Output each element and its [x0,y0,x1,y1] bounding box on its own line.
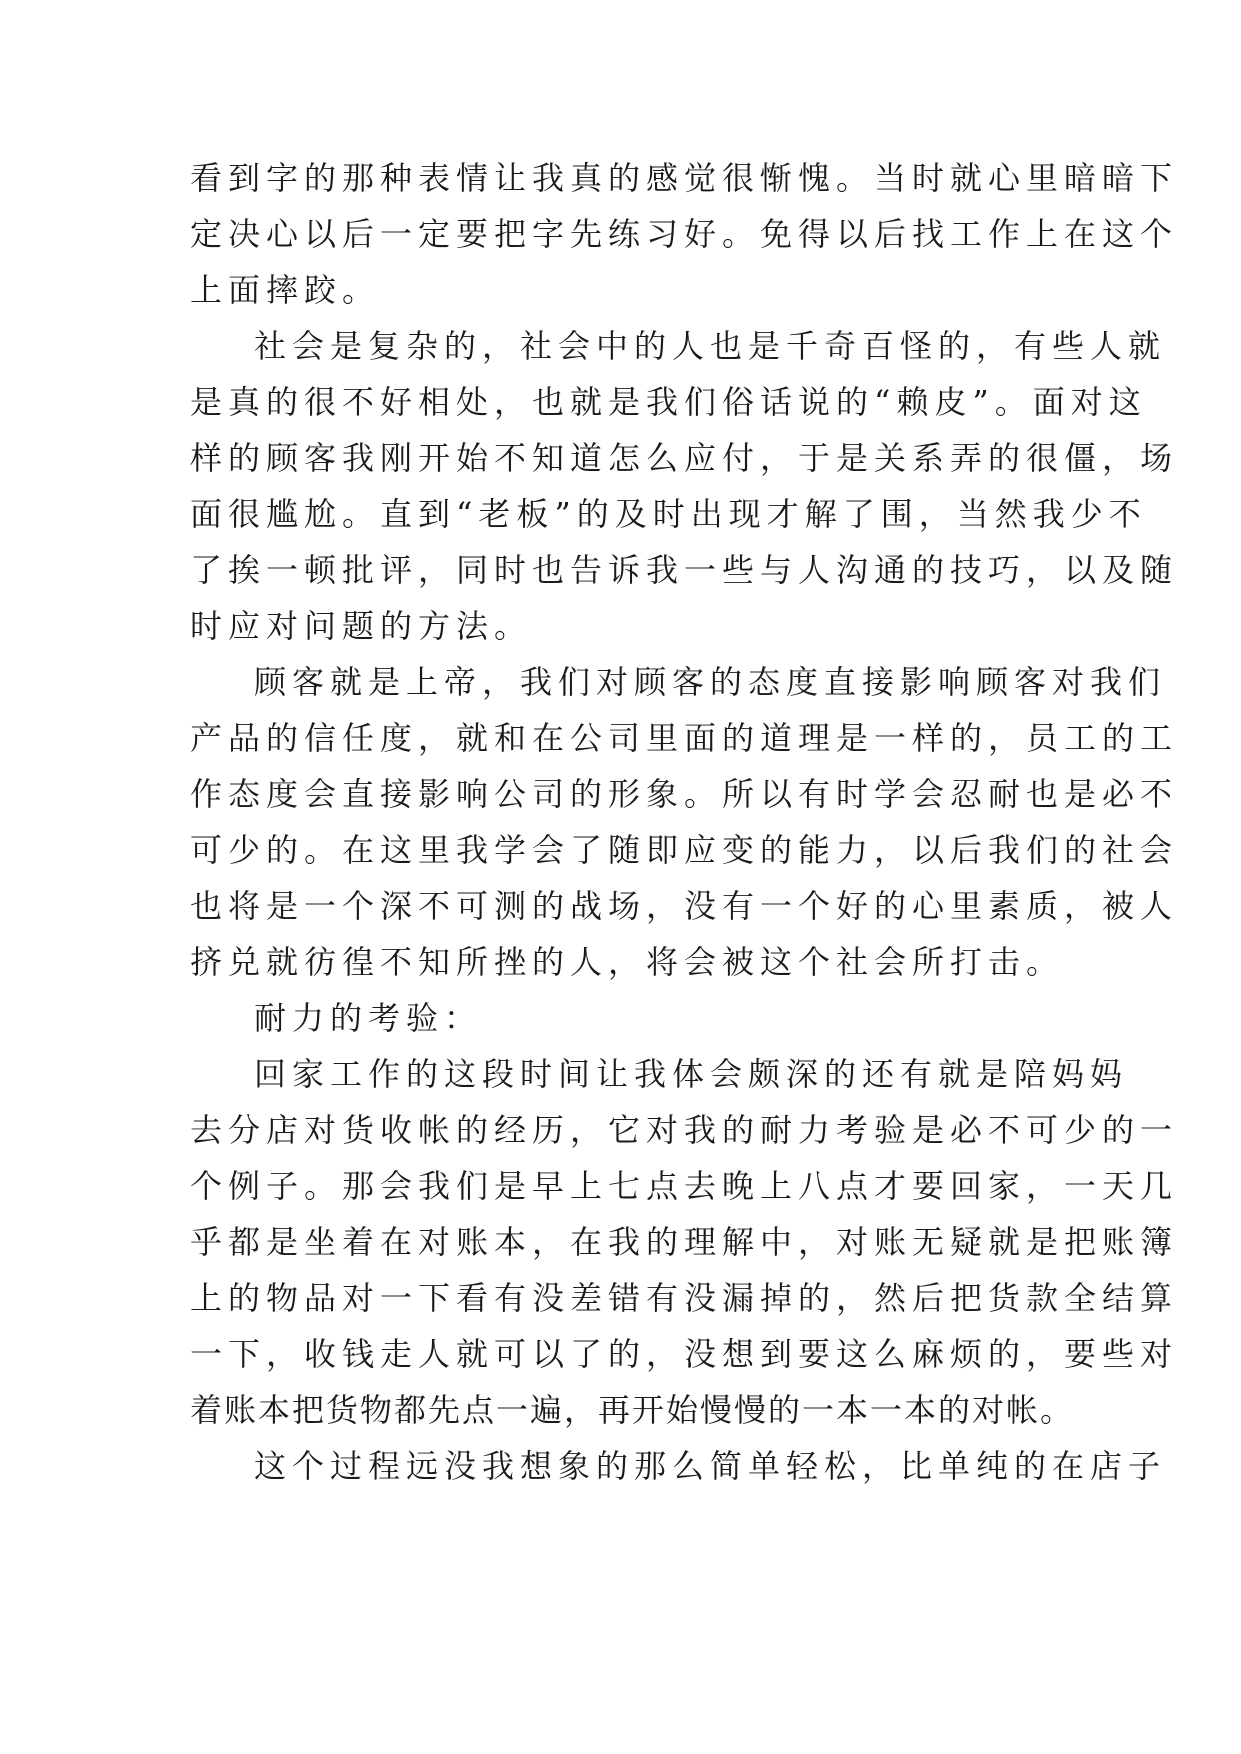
text-line-14: 也将是一个深不可测的战场，没有一个好的心里素质，被人 [190,887,1179,925]
text-line-12: 作态度会直接影响公司的形象。所以有时学会忍耐也是必不 [190,775,1179,813]
text-line-2: 定决心以后一定要把字先练习好。免得以后找工作上在这个 [190,215,1179,253]
text-line-9: 时应对问题的方法。 [190,607,533,645]
text-line-3: 上面摔跤。 [190,271,381,309]
text-line-20: 乎都是坐着在对账本，在我的理解中，对账无疑就是把账簿 [190,1223,1179,1261]
text-line-6: 样的顾客我刚开始不知道怎么应付，于是关系弄的很僵，场 [190,439,1179,477]
text-line-24: 这个过程远没我想象的那么简单轻松，比单纯的在店子 [254,1447,1167,1485]
text-line-19: 个例子。那会我们是早上七点去晚上八点才要回家，一天几 [190,1167,1179,1205]
text-line-8: 了挨一顿批评，同时也告诉我一些与人沟通的技巧，以及随 [190,551,1179,589]
section-heading: 耐力的考验： [254,999,483,1037]
text-line-13: 可少的。在这里我学会了随即应变的能力，以后我们的社会 [190,831,1179,869]
document-body [190,150,1179,1494]
text-line-21: 上的物品对一下看有没差错有没漏掉的，然后把货款全结算 [190,1279,1179,1317]
text-line-18: 去分店对货收帐的经历，它对我的耐力考验是必不可少的一 [190,1111,1179,1149]
text-line-23: 着账本把货物都先点一遍，再开始慢慢的一本一本的对帐。 [190,1391,1075,1429]
text-line-22: 一下，收钱走人就可以了的，没想到要这么麻烦的，要些对 [190,1335,1179,1373]
text-line-1: 看到字的那种表情让我真的感觉很惭愧。当时就心里暗暗下 [190,159,1179,197]
text-line-7: 面很尴尬。直到“老板”的及时出现才解了围，当然我少不 [190,495,1147,533]
text-line-17: 回家工作的这段时间让我体会颇深的还有就是陪妈妈 [254,1055,1129,1093]
text-line-4: 社会是复杂的，社会中的人也是千奇百怪的，有些人就 [254,327,1167,365]
text-line-11: 产品的信任度，就和在公司里面的道理是一样的，员工的工 [190,719,1179,757]
text-line-5: 是真的很不好相处，也就是我们俗话说的“赖皮”。面对这 [190,383,1147,421]
text-line-10: 顾客就是上帝，我们对顾客的态度直接影响顾客对我们 [254,663,1167,701]
text-line-15: 挤兑就彷徨不知所挫的人，将会被这个社会所打击。 [190,943,1065,981]
